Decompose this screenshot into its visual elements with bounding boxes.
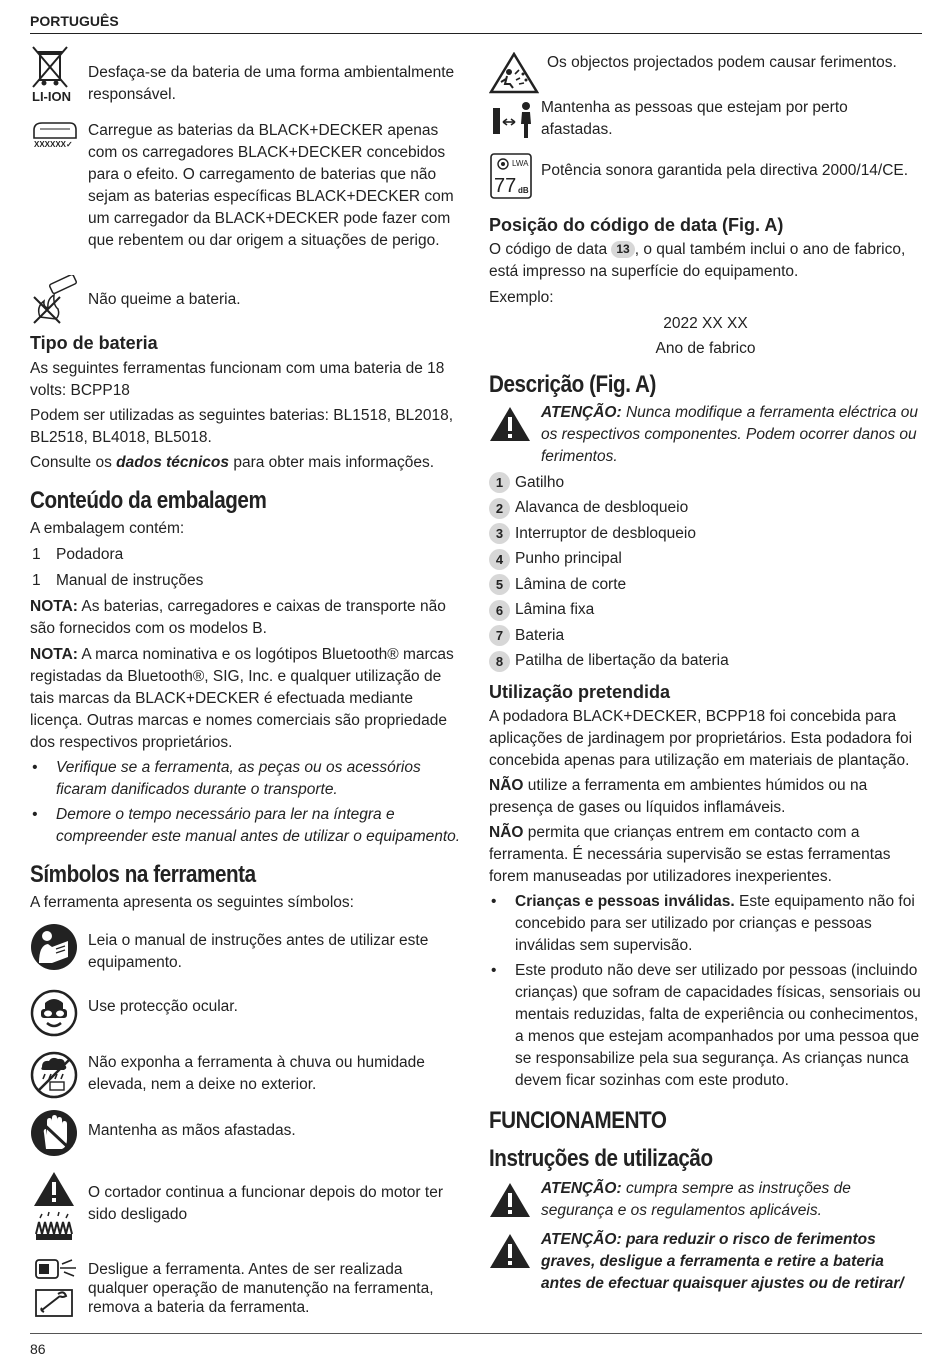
- sound-unit-top: LWA: [512, 159, 529, 168]
- paragraph: Podem ser utilizadas as seguintes baterias: BL1518, BL2018, BL2518, BL4018, BL5018.: [30, 407, 454, 446]
- note-paragraph: NOTA: A marca nominativa e os logótipos Bluetooth® marcas registadas da Bluetooth®, SIG, Inc. e qualquer utilização de tais marcas da BLACK+DECKER é efectuada mediante licença. Outras marcas e nomes comerciais são propriedade dos respectivos proprietários.: [30, 646, 454, 751]
- read-manual-icon: [30, 922, 88, 972]
- list-item: 4 Punho principal: [489, 547, 922, 573]
- charger-code-label: XXXXXX✓: [34, 140, 73, 149]
- symbol-row-disconnect: [30, 1256, 466, 1322]
- keep-people-away-icon: [489, 97, 547, 143]
- page-number: 86: [30, 1341, 46, 1357]
- symbol-row-people-away: [489, 97, 922, 149]
- symbol-text: Carregue as baterias da BLACK+DECKER apenas com os carregadores BLACK+DECKER concebidos para o efeito. O carregamento de baterias que não sejam as baterias específicas BLACK+DECKER com um carregador da BLACK+DECKER pode fazer com que rebentem ou dar origem a situações de perigo.: [88, 122, 454, 249]
- blade-continues-icon: [30, 1170, 88, 1250]
- warning-block: [489, 1178, 922, 1225]
- symbol-text: Desligue a ferramenta. Antes de ser realizada qualquer operação de manutenção na ferramenta, remova a bateria da ferramenta.: [88, 1261, 434, 1316]
- list-item: • Crianças e pessoas inválidas. Este equipamento não foi concebido para ser utilizado por crianças e pessoas inválidas sem supervisão.: [491, 893, 915, 954]
- symbol-row-eye-protection: [30, 988, 466, 1050]
- no-rain-icon: [30, 1050, 88, 1100]
- symbol-row-sound: [489, 151, 922, 203]
- projected-objects-icon: [489, 52, 547, 94]
- parts-list: [489, 470, 922, 674]
- symbol-text: Os objectos projectados podem causar ferimentos.: [547, 54, 897, 71]
- paragraph: O código de data 13 , o qual também inclui o ano de fabrico, está impresso na superfície do equipamento.: [489, 241, 906, 280]
- sound-value: 77: [494, 175, 517, 197]
- symbol-text: O cortador continua a funcionar depois do motor ter sido desligado: [88, 1184, 443, 1223]
- warning-block: [489, 402, 922, 468]
- warning-text: ATENÇÃO: para reduzir o risco de ferimentos graves, desligue a ferramenta e retire a bateria antes de efectuar quaisquer ajustes ou de retirar/: [541, 1231, 904, 1292]
- symbol-text: Desfaça-se da bateria de uma forma ambientalmente responsável.: [88, 64, 455, 103]
- symbol-row-recycle: [30, 44, 466, 114]
- list-item: 8 Patilha de libertação da bateria: [489, 649, 922, 675]
- paragraph: A ferramenta apresenta os seguintes símbolos:: [30, 894, 354, 911]
- section-heading-intended-use: Utilização pretendida: [489, 682, 671, 702]
- symbol-row-charger: [30, 120, 466, 275]
- sound-unit-bottom: dB: [518, 186, 529, 195]
- symbol-text: Leia o manual de instruções antes de utilizar este equipamento.: [88, 932, 429, 971]
- header-language: PORTUGUÊS: [30, 13, 119, 29]
- warning-text: ATENÇÃO: cumpra sempre as instruções de segurança e os regulamentos aplicáveis.: [541, 1180, 851, 1219]
- symbol-row-no-rain: [30, 1050, 466, 1108]
- section-heading-operation: FUNCIONAMENTO: [489, 1107, 667, 1134]
- paragraph: NÃO permita que crianças entrem em contacto com a ferramenta. É necessária supervisão se estas ferramentas forem manuseadas por utilizadores inexperientes.: [489, 824, 891, 885]
- keep-hands-away-icon: [30, 1108, 88, 1158]
- list-item: 3 Interruptor de desbloqueio: [489, 521, 922, 547]
- symbol-text: Potência sonora garantida pela directiva 2000/14/CE.: [541, 162, 909, 179]
- note-paragraph: NOTA: As baterias, carregadores e caixas de transporte não são fornecidos com os modelos B.: [30, 598, 446, 637]
- example-code: 2022 XX XX: [663, 315, 748, 332]
- list-item: 1 Gatilho: [489, 470, 922, 496]
- symbol-text: Não exponha a ferramenta à chuva ou humidade elevada, nem a deixe no exterior.: [88, 1054, 425, 1093]
- list-item: 5 Lâmina de corte: [489, 572, 922, 598]
- symbol-text: Mantenha as mãos afastadas.: [88, 1122, 296, 1139]
- symbol-row-no-burn: [30, 275, 466, 325]
- paragraph: Exemplo:: [489, 289, 554, 306]
- paragraph: A podadora BLACK+DECKER, BCPP18 foi concebida para aplicações de jardinagem por proprietários. Esta podadora foi concebida apenas para utilização em materiais de plantação.: [489, 708, 913, 769]
- list-item: • Verifique se a ferramenta, as peças ou os acessórios ficaram danificados durante o transporte.: [32, 759, 421, 798]
- list-item: 1 Podadora: [32, 546, 124, 563]
- crossed-bin-icon: [30, 44, 88, 110]
- charger-icon: [30, 120, 88, 166]
- right-column: [489, 52, 922, 1295]
- eye-protection-icon: [30, 988, 88, 1038]
- paragraph: NÃO utilize a ferramenta em ambientes húmidos ou na presença de gases ou líquidos inflamáveis.: [489, 777, 868, 816]
- sound-power-icon: [489, 151, 547, 201]
- callout-badge: 13: [611, 241, 634, 258]
- list-item: 6 Lâmina fixa: [489, 598, 922, 624]
- warning-icon: [489, 1178, 541, 1225]
- warning-text: ATENÇÃO: Nunca modifique a ferramenta eléctrica ou os respectivos componentes. Podem ocorrer danos ou ferimentos.: [541, 404, 919, 465]
- symbol-row-blade-continues: [30, 1170, 466, 1254]
- no-burn-battery-icon: [30, 275, 88, 325]
- left-column: [30, 44, 466, 1322]
- list-item: • Demore o tempo necessário para ler na íntegra e compreender este manual antes de utilizar o equipamento.: [32, 806, 461, 845]
- paragraph: A embalagem contém:: [30, 520, 185, 537]
- symbol-row-hands: [30, 1108, 466, 1170]
- symbol-row-projected: [489, 52, 922, 94]
- section-heading-date-code: Posição do código de data (Fig. A): [489, 215, 784, 235]
- section-heading-battery-type: Tipo de bateria: [30, 333, 158, 353]
- disconnect-battery-icon: [30, 1256, 88, 1320]
- example-caption: Ano de fabrico: [655, 340, 756, 357]
- paragraph: As seguintes ferramentas funcionam com uma bateria de 18 volts: BCPP18: [30, 360, 445, 399]
- symbol-text: Use protecção ocular.: [88, 998, 238, 1015]
- section-heading-instructions: Instruções de utilização: [489, 1145, 713, 1172]
- paragraph: Consulte os dados técnicos para obter mais informações.: [30, 454, 435, 471]
- footer-divider: [30, 1333, 922, 1334]
- warning-icon: [489, 1229, 541, 1295]
- symbol-row-manual: [30, 922, 466, 988]
- section-heading-symbols: Símbolos na ferramenta: [30, 861, 256, 888]
- list-item: 7 Bateria: [489, 623, 922, 649]
- li-ion-label: LI-ION: [32, 89, 71, 104]
- page-header: [30, 10, 922, 34]
- list-item: 1 Manual de instruções: [32, 572, 204, 589]
- list-item: 2 Alavanca de desbloqueio: [489, 496, 922, 522]
- section-heading-package: Conteúdo da embalagem: [30, 487, 267, 514]
- warning-icon: [489, 402, 541, 468]
- warning-block: [489, 1229, 922, 1295]
- section-heading-description: Descrição (Fig. A): [489, 371, 656, 398]
- technical-data-reference: dados técnicos: [116, 454, 230, 471]
- list-item: • Este produto não deve ser utilizado por pessoas (incluindo crianças) que sofram de capacidades físicas, sensoriais ou mentais reduzidas, falta de experiência ou conhecimentos, a menos que estejam acompanhados por uma pessoa que se responsabilize pela sua segurança. As crianças nunca devem ficar sozinhas com este produto.: [491, 962, 921, 1089]
- symbol-text: Não queime a bateria.: [88, 291, 241, 308]
- symbol-text: Mantenha as pessoas que estejam por perto afastadas.: [541, 99, 848, 138]
